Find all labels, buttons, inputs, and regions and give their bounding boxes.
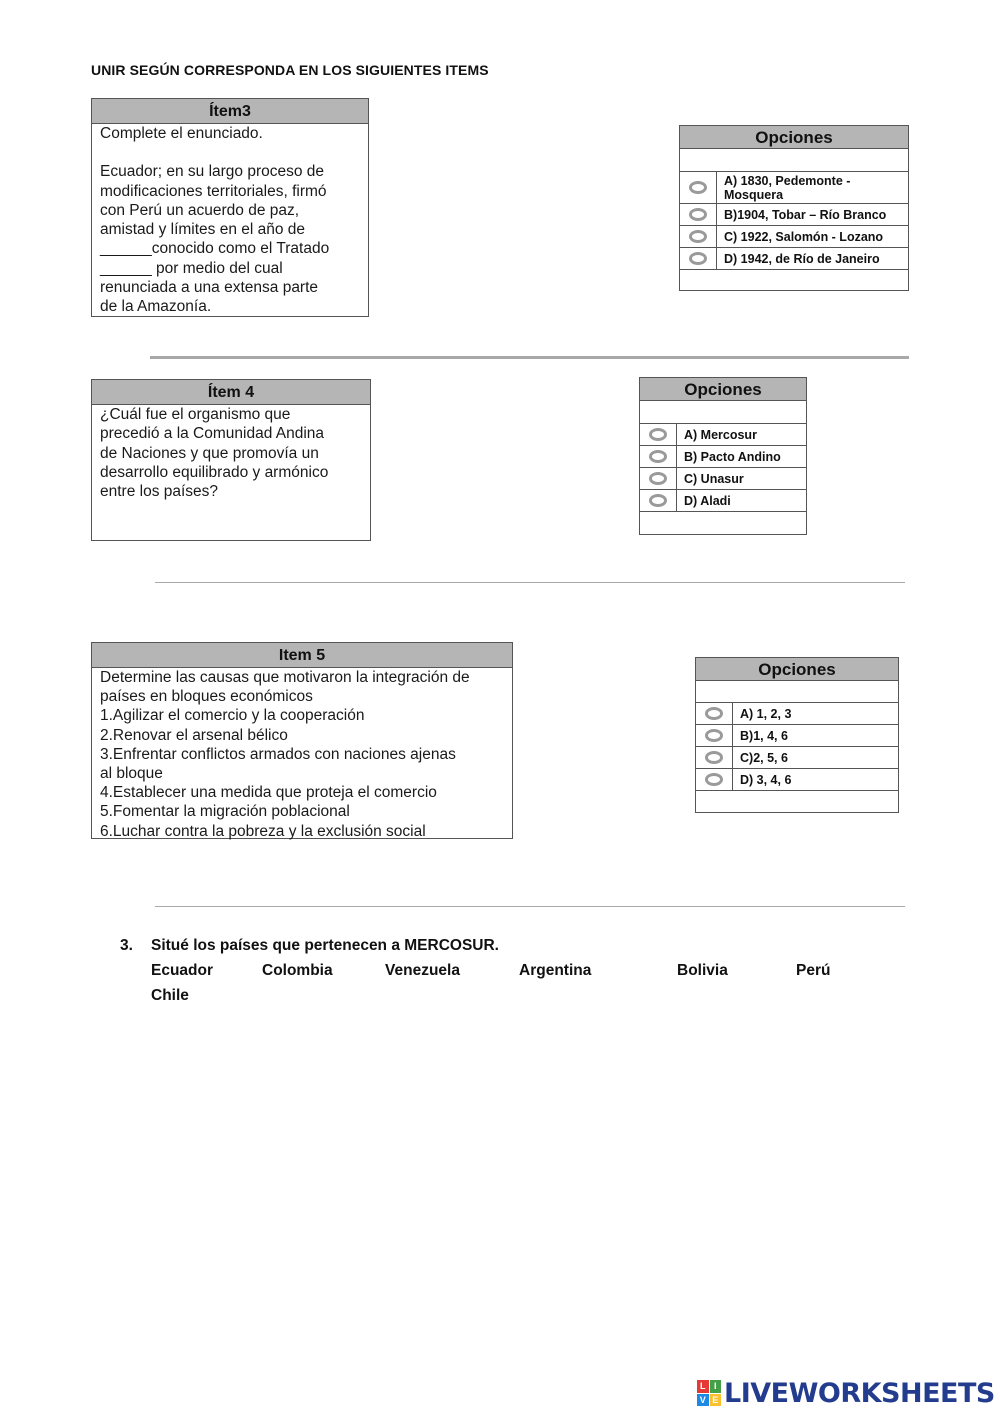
item5-line: 1.Agilizar el comercio y la cooperación — [100, 707, 365, 725]
item3-line: con Perú un acuerdo de paz, — [100, 201, 300, 219]
options-blank-row — [640, 401, 806, 424]
radio-cell — [696, 769, 733, 790]
item3-line: Complete el enunciado. — [100, 125, 263, 142]
item3-line: ______conocido como el Tratado — [100, 240, 330, 258]
item5-line: 2.Renovar el arsenal bélico — [100, 726, 288, 744]
item4-line: desarrollo equilibrado y armónico — [100, 463, 329, 481]
option-label: A) 1830, Pedemonte - Mosquera — [724, 173, 851, 202]
item4-options-box — [639, 377, 807, 535]
radio-cell — [640, 424, 677, 445]
item4-text — [92, 405, 370, 501]
radio-button[interactable] — [649, 472, 667, 485]
item5-text — [92, 668, 512, 841]
option-label: C)2, 5, 6 — [740, 750, 788, 765]
country-bolivia[interactable]: Bolivia — [677, 962, 728, 979]
item4-line: de Naciones y que promovía un — [100, 444, 319, 462]
option-label: D) 3, 4, 6 — [740, 772, 792, 787]
item5-options-box — [695, 657, 899, 813]
radio-button[interactable] — [649, 494, 667, 507]
logo-text: LIVEWORKSHEETS — [724, 1377, 995, 1409]
option-row-b[interactable] — [696, 725, 898, 747]
radio-cell — [680, 226, 717, 247]
section-number: 3. — [120, 937, 133, 954]
item4-question-box — [91, 379, 371, 541]
radio-button[interactable] — [689, 181, 707, 194]
item5-line: Determine las causas que motivaron la integración de — [100, 669, 470, 686]
radio-button[interactable] — [689, 208, 707, 221]
section-title: Situé los países que pertenecen a MERCOSUR. — [151, 937, 499, 954]
item5-line: 3.Enfrentar conflictos armados con naciones ajenas — [100, 745, 456, 763]
logo-badge-letter: E — [710, 1394, 722, 1407]
item3-line: Ecuador; en su largo proceso de — [100, 163, 325, 181]
item3-question-box — [91, 98, 369, 317]
logo-badge-letter: I — [710, 1380, 722, 1393]
item4-line: entre los países? — [100, 483, 219, 501]
item5-question-box — [91, 642, 513, 839]
item3-title: Ítem3 — [92, 99, 368, 124]
item5-line: países en bloques económicos — [100, 688, 313, 706]
option-label: B)1904, Tobar – Río Branco — [724, 207, 887, 222]
option-row-b[interactable] — [640, 446, 806, 468]
item3-line: ______ por medio del cual — [100, 259, 283, 277]
radio-cell — [640, 468, 677, 489]
country-venezuela[interactable]: Venezuela — [385, 962, 460, 979]
option-label: C) 1922, Salomón - Lozano — [724, 229, 884, 244]
option-row-a[interactable] — [680, 172, 908, 204]
country-argentina[interactable]: Argentina — [519, 962, 592, 979]
radio-button[interactable] — [705, 751, 723, 764]
option-label: D) Aladi — [684, 493, 731, 508]
option-row-c[interactable] — [680, 226, 908, 248]
item3-options-title: Opciones — [680, 126, 908, 149]
radio-cell — [640, 446, 677, 467]
option-label: A) Mercosur — [684, 427, 757, 442]
liveworksheets-logo — [697, 1376, 995, 1410]
options-blank-row — [696, 681, 898, 703]
country-peru[interactable]: Perú — [796, 962, 831, 979]
logo-badge-letter: V — [697, 1394, 709, 1407]
radio-cell — [696, 747, 733, 768]
logo-badge-letter: L — [697, 1380, 709, 1393]
radio-cell — [680, 248, 717, 269]
country-colombia[interactable]: Colombia — [262, 962, 333, 979]
page-heading: UNIR SEGÚN CORRESPONDA EN LOS SIGUIENTES ITEMS — [91, 62, 489, 78]
radio-cell — [680, 204, 717, 225]
radio-button[interactable] — [689, 252, 707, 265]
item3-line: de la Amazonía. — [100, 298, 212, 316]
item5-line: 6.Luchar contra la pobreza y la exclusión social — [100, 822, 426, 840]
item3-line — [100, 143, 360, 162]
item3-options-box — [679, 125, 909, 291]
option-label: B)1, 4, 6 — [740, 728, 788, 743]
logo-badge-icon — [697, 1380, 721, 1406]
item4-line: ¿Cuál fue el organismo que — [100, 406, 291, 423]
radio-cell — [696, 725, 733, 746]
radio-button[interactable] — [705, 729, 723, 742]
option-row-b[interactable] — [680, 204, 908, 226]
item5-line: 4.Establecer una medida que proteja el comercio — [100, 784, 437, 802]
item3-text — [92, 124, 368, 317]
option-row-d[interactable] — [680, 248, 908, 270]
radio-button[interactable] — [649, 428, 667, 441]
option-label: A) 1, 2, 3 — [740, 706, 792, 721]
item3-line: renunciada a una extensa parte — [100, 279, 319, 297]
option-row-c[interactable] — [640, 468, 806, 490]
divider-line — [155, 906, 905, 907]
divider-line — [155, 582, 905, 583]
option-label: B) Pacto Andino — [684, 449, 781, 464]
option-row-d[interactable] — [640, 490, 806, 512]
option-label: D) 1942, de Río de Janeiro — [724, 251, 880, 266]
item5-options-title: Opciones — [696, 658, 898, 681]
item5-line: 5.Fomentar la migración poblacional — [100, 803, 350, 821]
radio-button[interactable] — [705, 707, 723, 720]
option-row-a[interactable] — [640, 424, 806, 446]
radio-cell — [696, 703, 733, 724]
item4-options-title: Opciones — [640, 378, 806, 401]
radio-button[interactable] — [649, 450, 667, 463]
options-blank-row — [680, 149, 908, 172]
item5-title: Item 5 — [92, 643, 512, 668]
option-label: C) Unasur — [684, 471, 744, 486]
radio-button[interactable] — [705, 773, 723, 786]
radio-cell — [680, 172, 717, 203]
item3-line: amistad y límites en el año de — [100, 221, 306, 239]
item4-title: Ítem 4 — [92, 380, 370, 405]
option-row-a[interactable] — [696, 703, 898, 725]
radio-button[interactable] — [689, 230, 707, 243]
radio-cell — [640, 490, 677, 511]
option-row-d[interactable] — [696, 769, 898, 791]
divider-line — [150, 356, 909, 359]
country-ecuador[interactable]: Ecuador — [151, 962, 214, 979]
item4-line: precedió a la Comunidad Andina — [100, 425, 325, 443]
item5-line: al bloque — [100, 765, 163, 783]
option-row-c[interactable] — [696, 747, 898, 769]
country-chile[interactable]: Chile — [151, 987, 189, 1004]
item3-line: modificaciones territoriales, firmó — [100, 182, 327, 200]
